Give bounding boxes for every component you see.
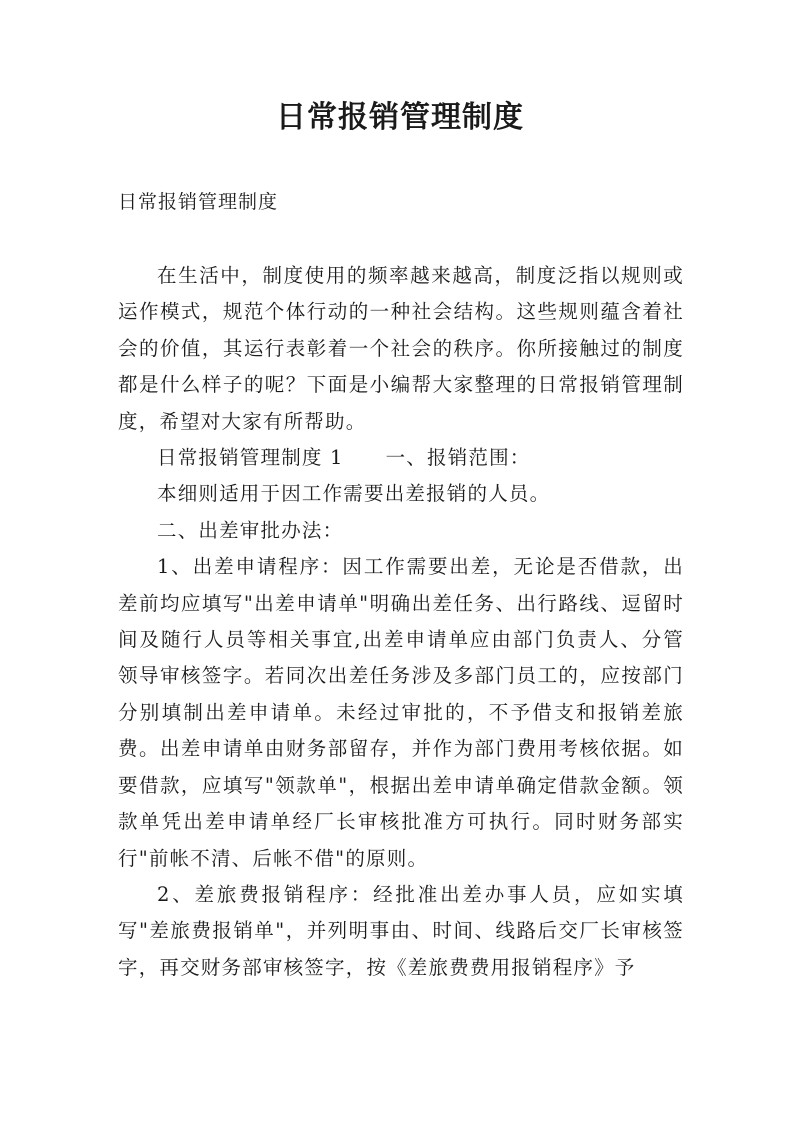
document-body [118,258,684,986]
document-title: 日常报销管理制度 [276,100,524,135]
intro-paragraph: 在生活中，制度使用的频率越来越高，制度泛指以规则或运作模式，规范个体行动的一种社会结构。这些规则蕴含着社会的价值，其运行表彰着一个社会的秩序。你所接触过的制度都是什么样子的呢？下面是小编帮大家整理的日常报销管理制度，希望对大家有所帮助。 [118,264,684,433]
section-line [118,440,684,476]
scope-heading: 一、报销范围： [385,446,531,470]
section-label: 日常报销管理制度 1 [157,446,344,470]
approval-heading: 二、出差审批办法： [157,518,344,542]
scope-paragraph: 本细则适用于因工作需要出差报销的人员。 [157,482,551,506]
document-subtitle: 日常报销管理制度 [118,191,279,213]
item-2-paragraph: 2、差旅费报销程序：经批准出差办事人员，应如实填写"差旅费报销单"，并列明事由、时间、线路后交厂长审核签字，再交财务部审核签字，按《差旅费费用报销程序》予 [118,882,684,979]
item-1-paragraph: 1、出差申请程序：因工作需要出差，无论是否借款，出差前均应填写"出差申请单"明确出差任务、出行路线、逗留时间及随行人员等相关事宜,出差申请单应由部门负责人、分管领导审核签字。若同次出差任务涉及多部门员工的，应按部门分别填制出差申请单。未经过审批的，不予借支和报销差旅费。出差申请单由财务部留存，并作为部门费用考核依据。如要借款，应填写"领款单"，根据出差申请单确定借款金额。领款单凭出差申请单经厂长审核批准方可执行。同时财务部实行"前帐不清、后帐不借"的原则。 [118,555,684,870]
